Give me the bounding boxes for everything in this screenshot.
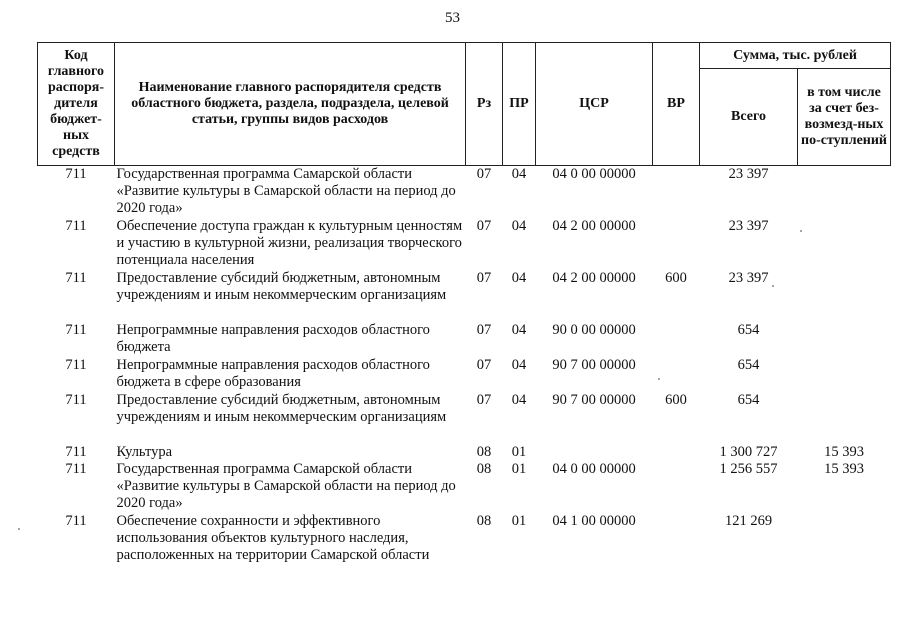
- table-row: [38, 218, 891, 270]
- header-gratis: в том числе за счет без-возмезд-ных по-ступлений: [798, 69, 891, 166]
- cell-name: Предоставление субсидий бюджетным, автономным учреждениям и иным некоммерческим организациям: [116, 391, 447, 425]
- cell-gratis: 15 393: [824, 443, 864, 460]
- cell-code: 711: [65, 356, 87, 373]
- cell-gratis: [798, 357, 891, 392]
- cell-csr: 04 2 00 00000: [552, 269, 636, 286]
- cell-csr: 04 1 00 00000: [552, 512, 636, 529]
- cell-csr: 90 7 00 00000: [552, 391, 636, 408]
- cell-total: 23 397: [728, 269, 769, 286]
- header-pr: ПР: [503, 43, 536, 166]
- cell-csr: 90 7 00 00000: [552, 356, 636, 373]
- cell-pr: 01: [511, 512, 527, 529]
- cell-pr: 01: [511, 460, 527, 477]
- cell-gratis: [798, 392, 891, 444]
- cell-gratis: [798, 166, 891, 218]
- header-name: Наименование главного распорядителя средств областного бюджета, раздела, подраздела, целевой статьи, группы видов расходов: [115, 43, 466, 166]
- cell-pr: 04: [511, 321, 527, 338]
- header-csr: ЦСР: [536, 43, 653, 166]
- table-row: [38, 513, 891, 565]
- cell-vr: 600: [665, 269, 687, 286]
- cell-csr: 04 0 00 00000: [552, 166, 636, 182]
- cell-name: Предоставление субсидий бюджетным, автономным учреждениям и иным некоммерческим организациям: [116, 269, 447, 303]
- scan-speck: [658, 378, 660, 380]
- cell-total: 121 269: [724, 512, 773, 529]
- cell-code: 711: [65, 269, 87, 286]
- header-sum-group: Сумма, тыс. рублей: [700, 43, 891, 69]
- cell-vr: [653, 357, 700, 392]
- cell-csr: 04 0 00 00000: [552, 460, 636, 477]
- cell-rz: 07: [476, 321, 492, 338]
- scan-speck: [772, 285, 774, 287]
- table-row: [38, 392, 891, 444]
- cell-gratis: [798, 322, 891, 357]
- cell-total: 654: [737, 321, 760, 338]
- header-rz: Рз: [466, 43, 503, 166]
- cell-rz: 07: [476, 269, 492, 286]
- cell-vr: [653, 444, 700, 461]
- cell-vr: [653, 218, 700, 270]
- cell-total: 23 397: [728, 166, 769, 182]
- budget-table: [37, 42, 891, 565]
- cell-code: 711: [65, 391, 87, 408]
- cell-rz: 07: [476, 166, 492, 182]
- cell-rz: 07: [476, 391, 492, 408]
- cell-vr: [653, 461, 700, 513]
- cell-code: 711: [65, 321, 87, 338]
- cell-vr: [653, 513, 700, 565]
- table-row: [38, 444, 891, 461]
- cell-name: Обеспечение сохранности и эффективного использования объектов культурного наследия, расположенных на территории Самарской области: [116, 512, 430, 563]
- table-row: [38, 357, 891, 392]
- table-row: [38, 461, 891, 513]
- header-code: Код главного распоря-дителя бюджет-ных средств: [38, 43, 115, 166]
- cell-rz: 07: [476, 356, 492, 373]
- cell-rz: 07: [476, 217, 492, 234]
- cell-name: Непрограммные направления расходов областного бюджета: [116, 321, 430, 355]
- cell-total: 23 397: [728, 217, 769, 234]
- cell-gratis: [798, 270, 891, 322]
- cell-pr: 04: [511, 166, 527, 182]
- cell-vr: [653, 322, 700, 357]
- table-header: [38, 43, 891, 166]
- cell-code: 711: [65, 512, 87, 529]
- cell-vr: 600: [665, 391, 687, 408]
- cell-pr: 04: [511, 269, 527, 286]
- cell-pr: 04: [511, 356, 527, 373]
- cell-code: 711: [65, 166, 87, 182]
- cell-pr: 04: [511, 391, 527, 408]
- cell-gratis: [798, 218, 891, 270]
- table-body: [38, 166, 891, 565]
- cell-code: 711: [65, 443, 87, 460]
- cell-vr: [653, 166, 700, 218]
- cell-total: 654: [737, 356, 760, 373]
- cell-code: 711: [65, 460, 87, 477]
- cell-rz: 08: [476, 512, 492, 529]
- cell-rz: 08: [476, 443, 492, 460]
- cell-name: Государственная программа Самарской области «Развитие культуры в Самарской области на период до 2020 года»: [116, 166, 456, 216]
- table-row: [38, 270, 891, 322]
- page-number: 53: [445, 10, 460, 26]
- cell-rz: 08: [476, 460, 492, 477]
- cell-name: Обеспечение доступа граждан к культурным ценностям и участию в культурной жизни, реализация творческого потенциала населения: [116, 217, 463, 268]
- header-total: Всего: [700, 69, 798, 166]
- cell-total: 1 256 557: [719, 460, 778, 477]
- scan-speck: [18, 528, 20, 530]
- cell-csr: 04 2 00 00000: [552, 217, 636, 234]
- scan-speck: [800, 230, 802, 232]
- cell-name: Государственная программа Самарской области «Развитие культуры в Самарской области на период до 2020 года»: [116, 460, 456, 511]
- cell-name: Культура: [116, 443, 173, 460]
- cell-gratis: 15 393: [824, 460, 864, 477]
- header-vr: ВР: [653, 43, 700, 166]
- cell-name: Непрограммные направления расходов областного бюджета в сфере образования: [116, 356, 430, 390]
- cell-total: 1 300 727: [719, 443, 778, 460]
- table-row: [38, 166, 891, 218]
- cell-pr: 01: [511, 443, 527, 460]
- cell-csr: 90 0 00 00000: [552, 321, 636, 338]
- table-row: [38, 322, 891, 357]
- cell-code: 711: [65, 217, 87, 234]
- cell-csr: [536, 444, 653, 461]
- cell-pr: 04: [511, 217, 527, 234]
- cell-total: 654: [737, 391, 760, 408]
- cell-gratis: [798, 513, 891, 565]
